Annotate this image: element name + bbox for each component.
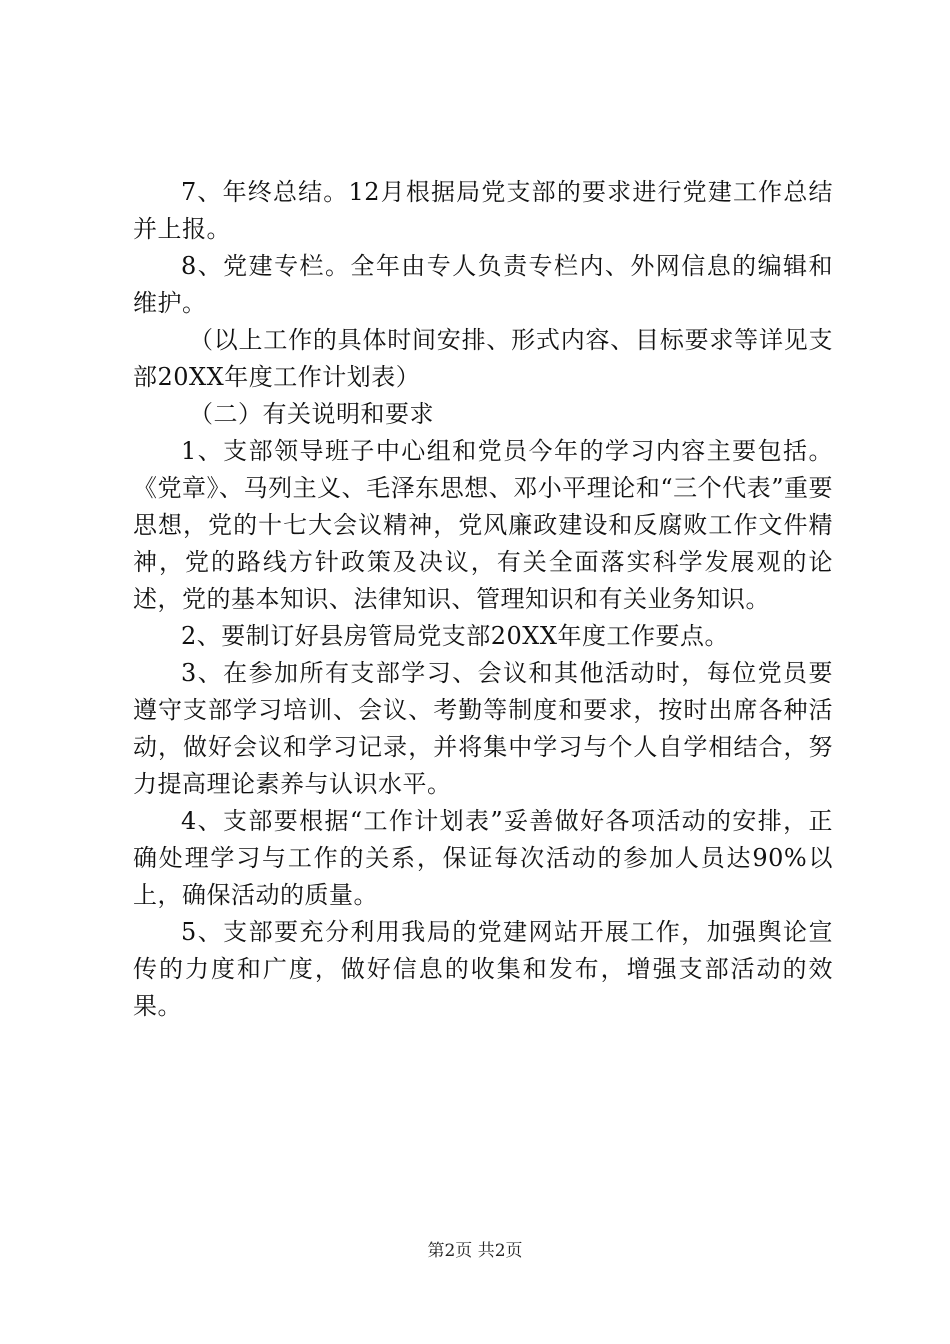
paragraph-study-content: 1、支部领导班子中心组和党员今年的学习内容主要包括。《党章》、马列主义、毛泽东思想、邓小平理论和“三个代表”重要思想，党的十七大会议精神，党风廉政建设和反腐败工作文件精神，党的路线方针政策及决议，有关全面落实科学发展观的论述，党的基本知识、法律知识、管理知识和有关业务知识。 xyxy=(133,437,833,613)
paragraph-website-usage: 5、支部要充分利用我局的党建网站开展工作，加强舆论宣传的力度和广度，做好信息的收集和发布，增强支部活动的效果。 xyxy=(133,918,833,1020)
paragraph-party-column: 8、党建专栏。全年由专人负责专栏内、外网信息的编辑和维护。 xyxy=(133,252,833,317)
paragraph-work-points: 2、要制订好县房管局党支部20XX年度工作要点。 xyxy=(181,622,729,650)
document-body xyxy=(133,174,833,1025)
paragraph-activity-arrangement: 4、支部要根据“工作计划表”妥善做好各项活动的安排，正确处理学习与工作的关系，保证每次活动的参加人员达90%以上，确保活动的质量。 xyxy=(133,807,833,909)
section-heading-instructions: （二）有关说明和要求 xyxy=(189,400,434,428)
paragraph-schedule-note: （以上工作的具体时间安排、形式内容、目标要求等详见支部20XX年度工作计划表） xyxy=(133,326,833,391)
paragraph-attendance-rules: 3、在参加所有支部学习、会议和其他活动时，每位党员要遵守支部学习培训、会议、考勤等制度和要求，按时出席各种活动，做好会议和学习记录，并将集中学习与个人自学相结合，努力提高理论素养与认识水平。 xyxy=(133,659,833,798)
paragraph-year-end-summary: 7、年终总结。12月根据局党支部的要求进行党建工作总结并上报。 xyxy=(133,178,833,243)
page-number-footer: 第2页 共2页 xyxy=(427,1241,523,1261)
